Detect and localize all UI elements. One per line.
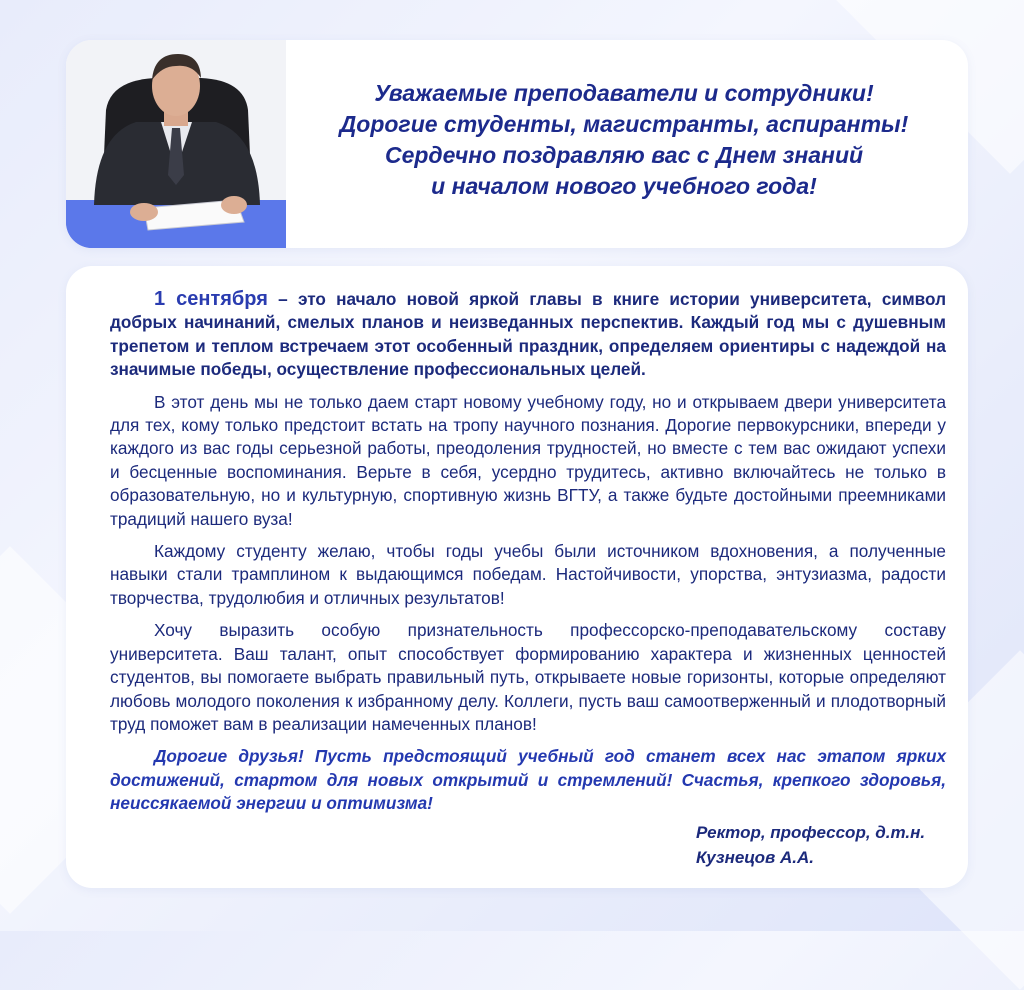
paragraph-closing-wish: Дорогие друзья! Пусть предстоящий учебный год станет всех нас этапом ярких достижений, стартом для новых открытий и стремлений! Счастья, крепкого здоровья, неиссякаемой энергии и оптимизма!: [110, 746, 946, 814]
greeting-line: и началом нового учебного года!: [431, 173, 817, 199]
paragraph-intro: [110, 288, 946, 382]
signature-name: Кузнецов А.А.: [696, 848, 814, 867]
header-card: [66, 40, 968, 248]
signature-title: Ректор, профессор, д.т.н.: [696, 823, 926, 842]
greeting-line: Сердечно поздравляю вас с Днем знаний: [384, 142, 864, 168]
rector-photo: [66, 40, 286, 248]
greeting-heading: [304, 78, 944, 202]
date-highlight: 1 сентября: [154, 288, 268, 310]
signature: [696, 820, 925, 870]
greeting-line: Уважаемые преподаватели и сотрудники!: [374, 80, 874, 106]
letter-body: [110, 288, 946, 825]
letter-card: [66, 266, 968, 888]
paragraph-faculty-thanks: Хочу выразить особую признательность профессорско-преподавательскому составу университета. Ваш талант, опыт способствует формированию характера и жизненных ценностей студентов, вы помогаете выбрать правильный путь, открываете новые горизонты, которые определяют любовь молодого поколения к избранному делу. Коллеги, пусть ваш самоотверженный и плодотворный труд поможет вам в реализации намеченных планов!: [110, 620, 946, 734]
paragraph-first-year: В этот день мы не только даем старт новому учебному году, но и открываем двери университета для тех, кому только предстоит встать на тропу научного познания. Дорогие первокурсники, впереди у каждого из вас годы серьезной работы, преодоления трудностей, но вместе с тем вас ожидают успехи и бесценные воспоминания. Верьте в себя, усердно трудитесь, активно включайтесь не только в образовательную, но и культурную, спортивную жизнь ВГТУ, а также будьте достойными преемниками традиций нашего вуза!: [110, 391, 946, 529]
paragraph-students-wish: Каждому студенту желаю, чтобы годы учебы были источником вдохновения, а полученные навыки стали трамплином к выдающимся победам. Настойчивости, упорства, энтузиазма, радости творчества, трудолюбия и отличных результатов!: [110, 541, 946, 608]
greeting-line: Дорогие студенты, магистранты, аспиранты!: [339, 111, 909, 137]
paragraph-intro-text: – это начало новой яркой главы в книге истории университета, символ добрых начинаний, смелых планов и неизведанных перспектив. Каждый год мы с душевным трепетом и теплом встречаем этот особенный праздник, определяем ориентиры с надеждой на значимые победы, осуществление профессиональных целей.: [110, 289, 946, 380]
